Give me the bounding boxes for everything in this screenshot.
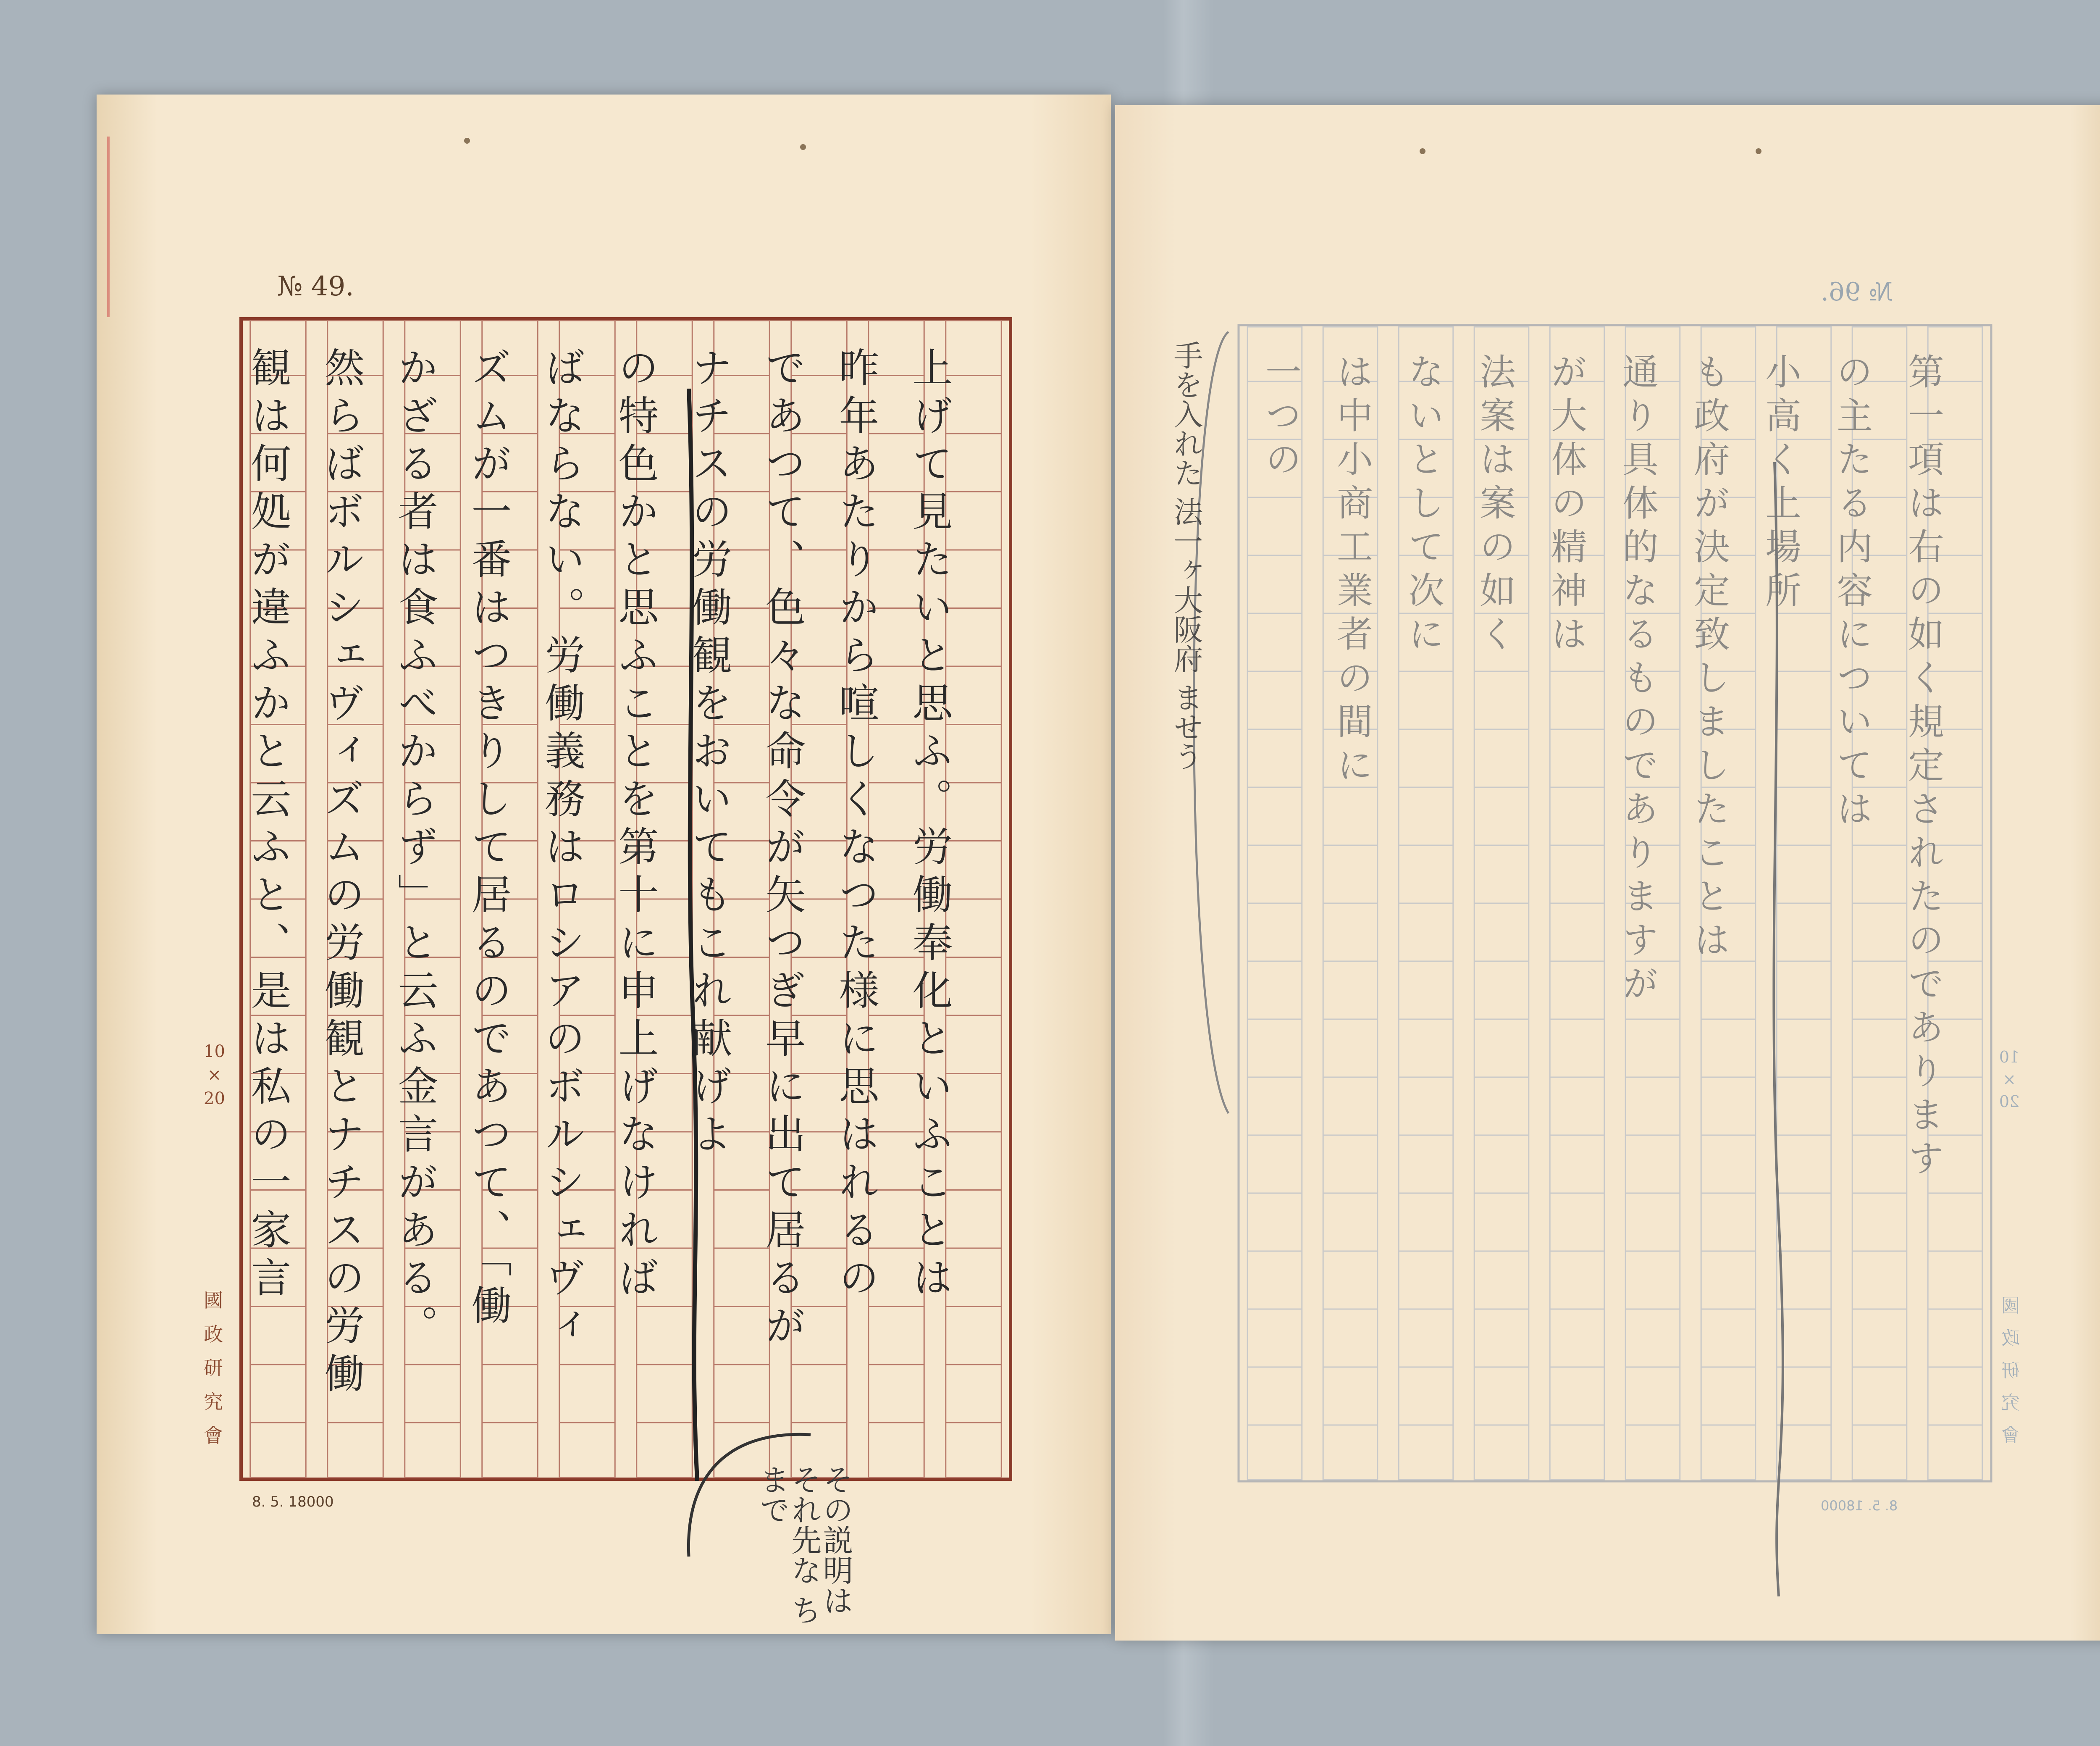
org-char: 究 xyxy=(204,1390,223,1413)
text-column: 然らばボルシェヴィズムの労働観とナチスの労働 xyxy=(318,347,365,1400)
red-edge-mark xyxy=(107,137,110,317)
text-column: の主たる内容については xyxy=(1830,353,1872,834)
print-code: 8. 5. 18000 xyxy=(252,1494,334,1510)
text-column: の特色かと思ふことを第十に申上げなければ xyxy=(612,347,659,1304)
strike-through-line xyxy=(638,389,764,1481)
binding-hole xyxy=(1420,148,1425,154)
note-line: それ先な xyxy=(786,1464,822,1585)
right-manuscript-page xyxy=(1115,105,2100,1641)
org-char: 研 xyxy=(204,1357,223,1379)
pencil-strike-line xyxy=(1737,462,1821,1596)
print-code-bleed-through: 8. 5. 18000 xyxy=(1821,1498,1898,1514)
org-char: 究 xyxy=(2001,1392,2020,1414)
text-column: 通り具体的なるものでありますが xyxy=(1616,353,1658,1008)
size-part: × xyxy=(207,1065,222,1085)
text-column: は中小商工業者の間に xyxy=(1331,353,1373,790)
size-part: 10 xyxy=(1999,1048,2020,1066)
binding-hole xyxy=(800,144,806,150)
text-column: であつて、色々な命令が矢つぎ早に出て居るが xyxy=(759,347,806,1352)
text-column: かざる者は食ふべからず」と云ふ金言がある。 xyxy=(391,347,438,1352)
note-line: ませう xyxy=(1169,682,1203,771)
binding-hole xyxy=(464,138,470,144)
note-line: 法一ヶ大阪府 xyxy=(1169,497,1203,673)
text-column: も政府が決定致しましたことは xyxy=(1688,353,1730,965)
note-line: その説明は xyxy=(818,1464,853,1615)
text-column: 一つの xyxy=(1259,353,1301,484)
size-part: 20 xyxy=(1999,1092,2020,1111)
size-part: 10 xyxy=(204,1042,225,1061)
text-column: ばならない。労働義務はロシアのボルシェヴィ xyxy=(538,347,585,1352)
text-column: 昨年あたりから喧しくなつた様に思はれるの xyxy=(832,347,879,1304)
binding-hole xyxy=(1756,148,1761,154)
grid-size-label xyxy=(204,1040,225,1110)
org-char: 會 xyxy=(2001,1425,2020,1446)
org-char: 政 xyxy=(2001,1328,2020,1349)
text-column: ズムが一番はつきりして居るのであつて、「働 xyxy=(465,347,512,1332)
text-column: 観は何処が違ふかと云ふと、是は私の一家言 xyxy=(244,347,291,1304)
grid-size-label xyxy=(1999,1046,2019,1113)
page-number-bleed-through: № 96. xyxy=(1821,277,1893,307)
text-column: 上げて見たいと思ふ。労働奉化といふことは xyxy=(906,347,953,1304)
org-char: 國 xyxy=(2001,1295,2020,1317)
text-column: ないとして次に xyxy=(1402,353,1444,659)
org-char: 會 xyxy=(204,1424,223,1447)
org-char: 研 xyxy=(2001,1360,2020,1381)
publisher-label xyxy=(204,1283,223,1453)
note-line: ちまで xyxy=(754,1464,822,1625)
size-part: × xyxy=(2003,1070,2016,1089)
org-char: 國 xyxy=(204,1289,223,1312)
page-number: № 49. xyxy=(277,271,354,302)
text-column: 第一項は右の如く規定されたのであります xyxy=(1902,353,1944,1183)
note-line: 手を入れた xyxy=(1169,340,1203,487)
text-column: 法案は案の如く xyxy=(1473,353,1515,659)
org-char: 政 xyxy=(204,1323,223,1346)
publisher-label xyxy=(2001,1290,2020,1451)
text-column: ナチスの労働観をおいてもこれ献げよ xyxy=(685,347,732,1161)
text-column: 小高く上場所 xyxy=(1759,353,1801,615)
left-manuscript-page xyxy=(97,95,1111,1634)
margin-note xyxy=(756,1464,851,1634)
margin-note xyxy=(1170,340,1202,771)
size-part: 20 xyxy=(204,1089,225,1108)
text-column: が大体の精神は xyxy=(1545,353,1587,659)
